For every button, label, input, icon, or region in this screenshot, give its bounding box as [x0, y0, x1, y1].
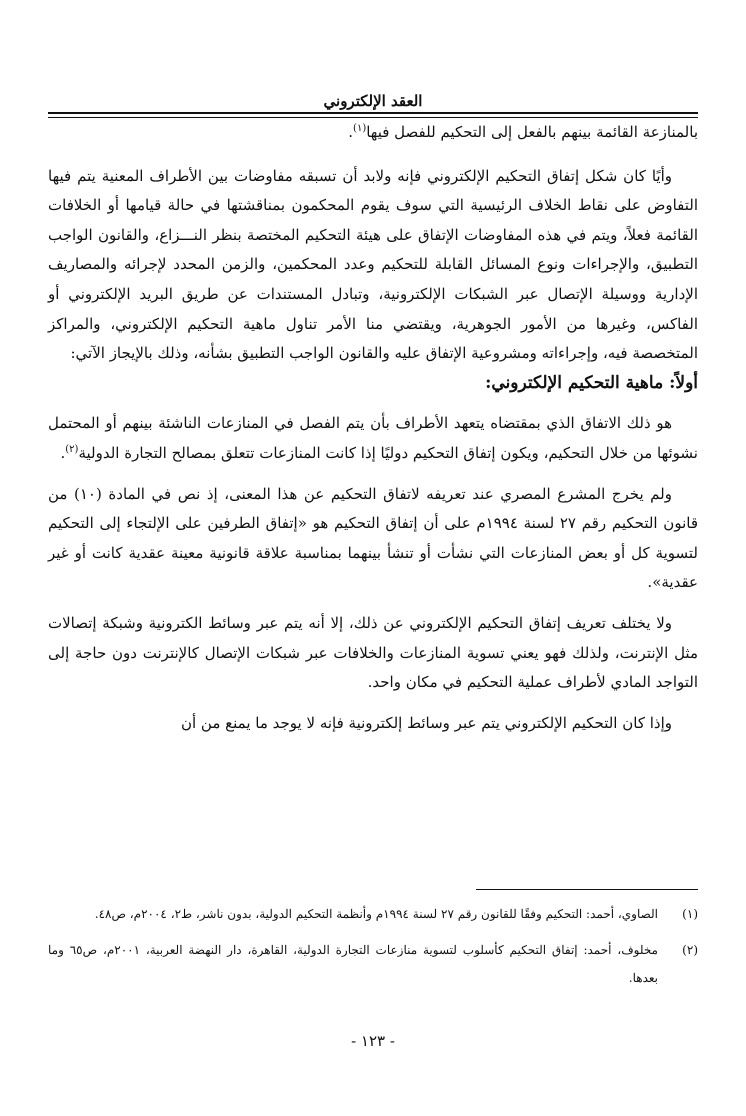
section-heading: أولاً: ماهية التحكيم الإلكتروني:: [485, 372, 698, 393]
paragraph-electronic-arbitration: ولا يختلف تعريف إتفاق التحكيم الإلكتروني عن ذلك، إلا أنه يتم عبر وسائط الكترونية وشبكة إتصالات مثل الإنترنت، ولذلك فهو يعني تسوية المنازعات والخلافات عبر شبكات الإتصال كالإنترنت دون حاجة إلى التواجد المادي لأطراف عملية التحكيم في مكان واحد.: [48, 613, 698, 692]
footnote-text: مخلوف، أحمد: إتفاق التحكيم كأسلوب لتسوية منازعات التجارة الدولية، القاهرة، دار النهضة العربية، ٢٠٠١م، ص٦٥ وما بعدها.: [48, 943, 658, 985]
page-body: [48, 118, 698, 738]
paragraph-definition: هو ذلك الاتفاق الذي بمقتضاه يتعهد الأطراف بأن يتم الفصل في المنازعات الناشئة بينهم أو المحتمل نشوئها من خلال التحكيم، ويكون إتفاق التحكيم دوليًا إذا كانت المنازعات تتعلق بمصالح التجارة الدولية$^{(٢)}$.: [48, 414, 698, 462]
page-number: - ١٢٣ -: [351, 1032, 395, 1050]
footnote-number: (١): [682, 907, 698, 921]
footnote-text: الصاوي، أحمد: التحكيم وفقًا للقانون رقم ٢٧ لسنة ١٩٩٤م وأنظمة التحكيم الدولية، بدون ناشر، ط٢، ٢٠٠٤م، ص٤٨.: [94, 907, 658, 921]
running-head-title: العقد الإلكتروني: [323, 92, 423, 110]
footnote-item: [48, 936, 698, 992]
header-rule-thick: [48, 112, 698, 114]
paragraph-continued: بالمنازعة القائمة بينهم بالفعل إلى التحكيم للفصل فيها$^{(١)}$.: [348, 123, 698, 141]
paragraph-egyptian-law: ولم يخرج المشرع المصري عند تعريفه لاتفاق التحكيم عن هذا المعنى، إذ نص في المادة (١٠) من قانون التحكيم رقم ٢٧ لسنة ١٩٩٤م على أن إتفاق التحكيم هو «إتفاق الطرفين على الإلتجاء إلى التحكيم لتسوية كل أو بعض المنازعات التي نشأت أو تنشأ بينهما بمناسبة علاقة قانونية معينة عقدية كانت أو غير عقدية».: [48, 484, 698, 592]
paragraph-negotiations: وأيًا كان شكل إتفاق التحكيم الإلكتروني فإنه ولابد أن تسبقه مفاوضات بين الأطراف المعنية يتم فيها التفاوض على نقاط الخلاف الرئيسية التي سوف يقوم المحكمون بمناقشتها في حالة قيامها أو الخلافات القائمة فعلاً، ويتم في هذه المفاوضات الإتفاق على هيئة التحكيم المختصة بنظر النـــزاع، والقانون الواجب التطبيق، والإجراءات ونوع المسائل القابلة للتحكيم وعدد المحكمين، والزمن المحدد لإجرائه والمصاريف الإدارية ووسيلة الإتصال عبر الشبكات الإلكترونية، وتبادل المستندات عن طريق البريد الإلكتروني أو الفاكس، وغيرها من الأمور الجوهرية، ويقتضي منا الأمر تناول ماهية التحكيم الإلكتروني، والمراكز المتخصصة فيه، وإجراءاته ومشروعية الإتفاق عليه والقانون الواجب التطبيق بشأنه، وذلك بالإيجاز الآتي:: [48, 166, 698, 363]
footnote-separator: [476, 889, 698, 890]
footnote-reference-1[interactable]: (١): [353, 123, 367, 134]
footnote-number: (٢): [682, 943, 698, 957]
footnote-reference-2[interactable]: (٢): [65, 443, 79, 455]
footnote-item: [48, 900, 698, 928]
paragraph-electronic-media: وإذا كان التحكيم الإلكتروني يتم عبر وسائط إلكترونية فإنه لا يوجد ما يمنع من أن: [180, 713, 672, 732]
footnotes: [48, 900, 698, 992]
